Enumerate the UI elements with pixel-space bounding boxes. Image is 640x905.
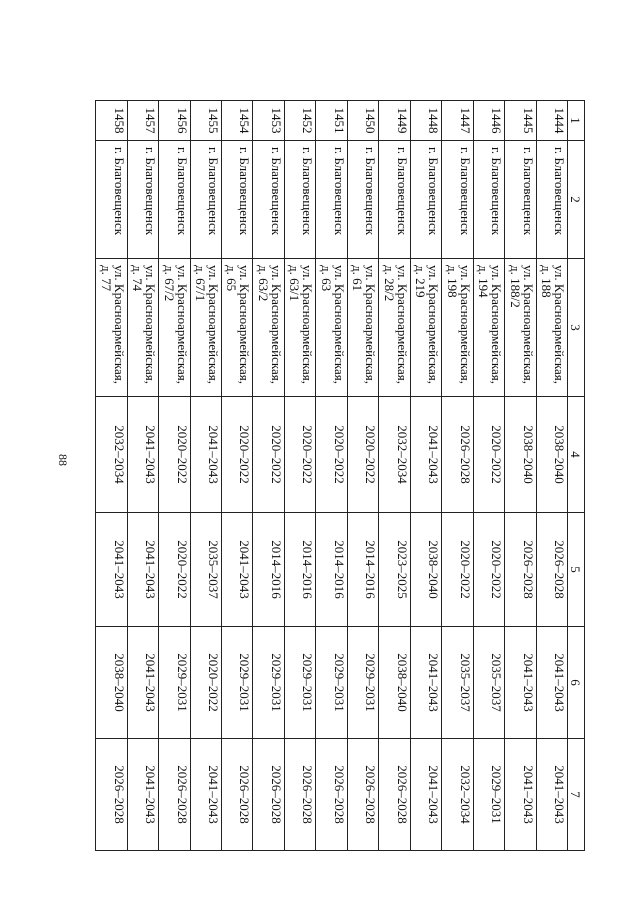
period-col-7-cell: 2026–2028 [347,739,378,851]
address-cell: ул. Красноармейская, д. 74 [127,259,158,397]
address-cell: ул. Красноармейская, д. 219 [410,259,441,397]
period-col-6-cell: 2041–2043 [536,627,567,739]
period-col-4-cell: 2038–2040 [536,397,567,513]
period-col-6-cell: 2029–2031 [222,627,253,739]
row-number-cell: 1456 [159,101,190,141]
row-number-cell: 1453 [253,101,284,141]
period-col-5-cell: 2038–2040 [410,513,441,627]
period-col-4-cell: 2041–2043 [127,397,158,513]
address-cell: ул. Красноармейская, д. 28/2 [379,259,410,397]
header-row [568,101,585,851]
city-cell: г. Благовещенск [410,141,441,259]
period-col-4-cell: 2020–2022 [347,397,378,513]
table-header [568,101,585,851]
table-row [379,101,410,851]
row-number-cell: 1449 [379,101,410,141]
city-cell: г. Благовещенск [505,141,536,259]
city-cell: г. Благовещенск [190,141,221,259]
period-col-6-cell: 2038–2040 [379,627,410,739]
period-col-7-cell: 2026–2028 [316,739,347,851]
period-col-7-cell: 2026–2028 [253,739,284,851]
period-col-5-cell: 2014–2016 [284,513,315,627]
period-col-4-cell: 2041–2043 [190,397,221,513]
period-col-6-cell: 2035–2037 [473,627,504,739]
city-cell: г. Благовещенск [127,141,158,259]
address-cell: ул. Красноармейская, д. 188 [536,259,567,397]
row-number-cell: 1452 [284,101,315,141]
period-col-5-cell: 2020–2022 [473,513,504,627]
row-number-cell: 1446 [473,101,504,141]
header-col-3: 3 [568,259,585,397]
period-col-7-cell: 2041–2043 [505,739,536,851]
period-col-6-cell: 2041–2043 [505,627,536,739]
table-body [96,101,568,851]
period-col-5-cell: 2026–2028 [505,513,536,627]
address-cell: ул. Красноармейская, д. 63 [316,259,347,397]
table-row [159,101,190,851]
period-col-5-cell: 2035–2037 [190,513,221,627]
city-cell: г. Благовещенск [347,141,378,259]
schedule-table [95,100,585,851]
table-row [253,101,284,851]
row-number-cell: 1454 [222,101,253,141]
table-row [222,101,253,851]
period-col-6-cell: 2029–2031 [316,627,347,739]
period-col-4-cell: 2032–2034 [96,397,128,513]
period-col-7-cell: 2041–2043 [536,739,567,851]
period-col-7-cell: 2041–2043 [190,739,221,851]
period-col-7-cell: 2026–2028 [159,739,190,851]
table-row [442,101,473,851]
header-col-6: 6 [568,627,585,739]
period-col-4-cell: 2020–2022 [284,397,315,513]
table-row [410,101,441,851]
period-col-4-cell: 2020–2022 [316,397,347,513]
row-number-cell: 1458 [96,101,128,141]
period-col-4-cell: 2020–2022 [473,397,504,513]
period-col-4-cell: 2026–2028 [442,397,473,513]
period-col-5-cell: 2014–2016 [316,513,347,627]
address-cell: ул. Красноармейская, д. 63/1 [284,259,315,397]
row-number-cell: 1445 [505,101,536,141]
period-col-7-cell: 2026–2028 [379,739,410,851]
period-col-4-cell: 2020–2022 [159,397,190,513]
city-cell: г. Благовещенск [96,141,128,259]
row-number-cell: 1457 [127,101,158,141]
address-cell: ул. Красноармейская, д. 77 [96,259,128,397]
address-cell: ул. Красноармейская, д. 67/2 [159,259,190,397]
table-row [190,101,221,851]
period-col-5-cell: 2014–2016 [347,513,378,627]
table-row [536,101,567,851]
period-col-4-cell: 2038–2040 [505,397,536,513]
table-row [96,101,128,851]
table-row [284,101,315,851]
period-col-5-cell: 2020–2022 [442,513,473,627]
row-number-cell: 1444 [536,101,567,141]
header-col-4: 4 [568,397,585,513]
address-cell: ул. Красноармейская, д. 67/1 [190,259,221,397]
period-col-6-cell: 2020–2022 [190,627,221,739]
address-cell: ул. Красноармейская, д. 65 [222,259,253,397]
row-number-cell: 1451 [316,101,347,141]
period-col-6-cell: 2029–2031 [284,627,315,739]
period-col-6-cell: 2029–2031 [347,627,378,739]
period-col-4-cell: 2020–2022 [222,397,253,513]
city-cell: г. Благовещенск [442,141,473,259]
table-row [473,101,504,851]
row-number-cell: 1447 [442,101,473,141]
period-col-5-cell: 2041–2043 [96,513,128,627]
header-col-5: 5 [568,513,585,627]
period-col-7-cell: 2032–2034 [442,739,473,851]
period-col-7-cell: 2041–2043 [410,739,441,851]
table-row [347,101,378,851]
rotated-table-frame [95,100,585,850]
period-col-6-cell: 2035–2037 [442,627,473,739]
period-col-5-cell: 2041–2043 [222,513,253,627]
city-cell: г. Благовещенск [253,141,284,259]
header-col-7: 7 [568,739,585,851]
address-cell: ул. Красноармейская, д. 188/2 [505,259,536,397]
page-number: 88 [56,454,71,466]
row-number-cell: 1448 [410,101,441,141]
city-cell: г. Благовещенск [222,141,253,259]
period-col-4-cell: 2032–2034 [379,397,410,513]
period-col-7-cell: 2029–2031 [473,739,504,851]
period-col-7-cell: 2041–2043 [127,739,158,851]
period-col-6-cell: 2029–2031 [253,627,284,739]
period-col-6-cell: 2041–2043 [127,627,158,739]
city-cell: г. Благовещенск [379,141,410,259]
table-container [95,100,585,850]
row-number-cell: 1455 [190,101,221,141]
table-row [127,101,158,851]
period-col-5-cell: 2014–2016 [253,513,284,627]
period-col-5-cell: 2026–2028 [536,513,567,627]
period-col-7-cell: 2026–2028 [96,739,128,851]
table-row [316,101,347,851]
city-cell: г. Благовещенск [316,141,347,259]
period-col-5-cell: 2020–2022 [159,513,190,627]
address-cell: ул. Красноармейская, д. 194 [473,259,504,397]
period-col-7-cell: 2026–2028 [284,739,315,851]
period-col-6-cell: 2041–2043 [410,627,441,739]
row-number-cell: 1450 [347,101,378,141]
city-cell: г. Благовещенск [473,141,504,259]
address-cell: ул. Красноармейская, д. 63/2 [253,259,284,397]
address-cell: ул. Красноармейская, д. 198 [442,259,473,397]
city-cell: г. Благовещенск [284,141,315,259]
header-col-2: 2 [568,141,585,259]
period-col-7-cell: 2026–2028 [222,739,253,851]
address-cell: ул. Красноармейская, д. 61 [347,259,378,397]
header-col-1: 1 [568,101,585,141]
period-col-6-cell: 2038–2040 [96,627,128,739]
period-col-5-cell: 2023–2025 [379,513,410,627]
city-cell: г. Благовещенск [159,141,190,259]
city-cell: г. Благовещенск [536,141,567,259]
period-col-5-cell: 2041–2043 [127,513,158,627]
period-col-4-cell: 2020–2022 [253,397,284,513]
table-row [505,101,536,851]
period-col-6-cell: 2029–2031 [159,627,190,739]
period-col-4-cell: 2041–2043 [410,397,441,513]
